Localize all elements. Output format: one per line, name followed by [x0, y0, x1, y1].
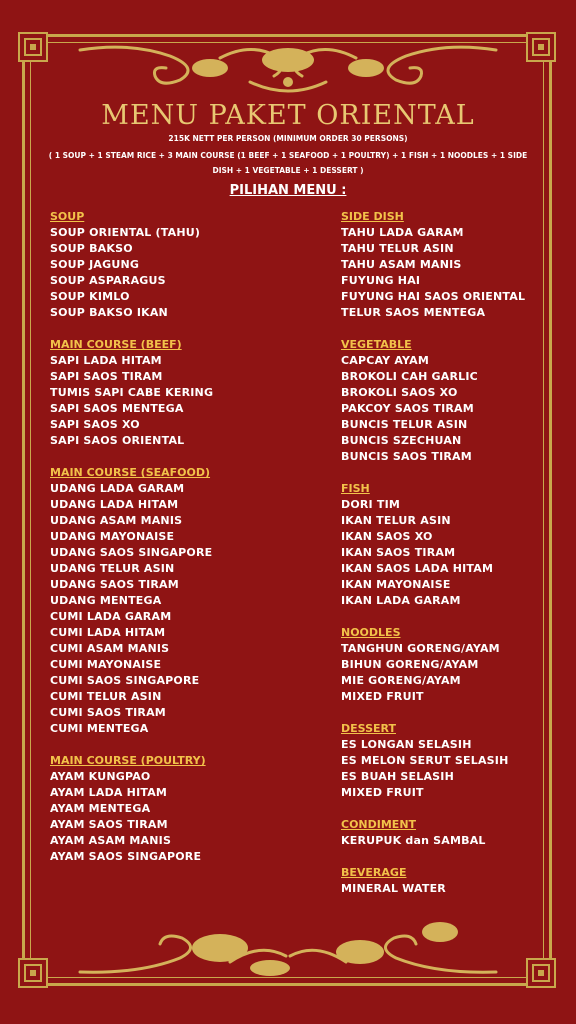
menu-item: SOUP ORIENTAL (TAHU)	[50, 226, 201, 239]
menu-item: UDANG LADA HITAM	[50, 498, 179, 511]
menu-section-vegetable	[341, 337, 551, 465]
menu-item: SOUP BAKSO	[50, 242, 133, 255]
menu-item: IKAN SAOS LADA HITAM	[341, 562, 494, 575]
menu-item: SAPI SAOS TIRAM	[50, 370, 163, 383]
section-title: NOODLES	[341, 626, 401, 639]
left-menu-column	[50, 209, 320, 881]
menu-section-seafood	[50, 465, 320, 737]
menu-item: SAPI SAOS XO	[50, 418, 140, 431]
price-note: 215K NETT PER PERSON (MINIMUM ORDER 30 PERSONS)	[168, 134, 408, 143]
menu-section-dessert	[341, 721, 551, 801]
menu-section-soup	[50, 209, 320, 321]
section-title: DESSERT	[341, 722, 396, 735]
menu-item: IKAN SAOS TIRAM	[341, 546, 456, 559]
menu-item: UDANG SAOS SINGAPORE	[50, 546, 213, 559]
menu-item: TELUR SAOS MENTEGA	[341, 306, 486, 319]
menu-section-condiment	[341, 817, 551, 849]
package-description: ( 1 SOUP + 1 STEAM RICE + 3 MAIN COURSE (1 BEEF + 1 SEAFOOD + 1 POULTRY) + 1 FISH + 1 NOODLES + 1 SIDE DISH + 1 VEGETABLE + 1 DESSERT )	[48, 151, 528, 175]
section-title: VEGETABLE	[341, 338, 412, 351]
menu-item: TUMIS SAPI CABE KERING	[50, 386, 214, 399]
menu-item: SOUP ASPARAGUS	[50, 274, 166, 287]
section-title: MAIN COURSE (SEAFOOD)	[50, 466, 211, 479]
corner-ornament-bottom-left	[18, 958, 48, 988]
menu-item: FUYUNG HAI	[341, 274, 421, 287]
menu-item: ES MELON SERUT SELASIH	[341, 754, 509, 767]
menu-item: ES LONGAN SELASIH	[341, 738, 472, 751]
menu-item: BUNCIS TELUR ASIN	[341, 418, 468, 431]
right-menu-column	[341, 209, 551, 913]
section-title: MAIN COURSE (BEEF)	[50, 338, 182, 351]
menu-section-side-dish	[341, 209, 551, 321]
menu-item: BROKOLI SAOS XO	[341, 386, 458, 399]
menu-item: SAPI LADA HITAM	[50, 354, 162, 367]
corner-ornament-bottom-right	[526, 958, 556, 988]
menu-item: MIXED FRUIT	[341, 690, 424, 703]
menu-item: PAKCOY SAOS TIRAM	[341, 402, 474, 415]
menu-item: AYAM ASAM MANIS	[50, 834, 172, 847]
menu-choices-heading: PILIHAN MENU :	[229, 183, 347, 198]
menu-item: TAHU TELUR ASIN	[341, 242, 454, 255]
menu-item: SOUP JAGUNG	[50, 258, 140, 271]
menu-item: CUMI MAYONAISE	[50, 658, 162, 671]
menu-section-poultry	[50, 753, 320, 865]
menu-item: MIXED FRUIT	[341, 786, 424, 799]
menu-title: MENU PAKET ORIENTAL	[101, 100, 475, 131]
menu-item: UDANG LADA GARAM	[50, 482, 185, 495]
menu-section-beverage	[341, 865, 551, 897]
menu-item: CUMI SAOS TIRAM	[50, 706, 166, 719]
menu-item: CUMI SAOS SINGAPORE	[50, 674, 200, 687]
corner-ornament-top-right	[526, 32, 556, 62]
menu-item: BUNCIS SZECHUAN	[341, 434, 462, 447]
section-title: CONDIMENT	[341, 818, 417, 831]
menu-item: CUMI TELUR ASIN	[50, 690, 162, 703]
menu-item: IKAN MAYONAISE	[341, 578, 451, 591]
menu-item: SOUP KIMLO	[50, 290, 130, 303]
menu-item: CAPCAY AYAM	[341, 354, 430, 367]
menu-item: FUYUNG HAI SAOS ORIENTAL	[341, 290, 526, 303]
menu-item: CUMI ASAM MANIS	[50, 642, 170, 655]
menu-item: IKAN SAOS XO	[341, 530, 433, 543]
menu-item: BIHUN GORENG/AYAM	[341, 658, 479, 671]
menu-item: SAPI SAOS ORIENTAL	[50, 434, 185, 447]
corner-ornament-top-left	[18, 32, 48, 62]
menu-item: BROKOLI CAH GARLIC	[341, 370, 478, 383]
menu-item: TANGHUN GORENG/AYAM	[341, 642, 500, 655]
section-title: FISH	[341, 482, 370, 495]
menu-item: TAHU ASAM MANIS	[341, 258, 462, 271]
menu-item: UDANG SAOS TIRAM	[50, 578, 179, 591]
menu-item: SOUP BAKSO IKAN	[50, 306, 168, 319]
menu-item: BUNCIS SAOS TIRAM	[341, 450, 472, 463]
menu-item: UDANG MENTEGA	[50, 594, 162, 607]
menu-item: AYAM SAOS TIRAM	[50, 818, 168, 831]
menu-item: AYAM KUNGPAO	[50, 770, 151, 783]
menu-item: IKAN TELUR ASIN	[341, 514, 451, 527]
menu-section-beef	[50, 337, 320, 449]
menu-item: DORI TIM	[341, 498, 401, 511]
cloud-ornament-bottom	[60, 912, 516, 982]
menu-item: IKAN LADA GARAM	[341, 594, 461, 607]
menu-item: AYAM LADA HITAM	[50, 786, 168, 799]
menu-section-fish	[341, 481, 551, 609]
menu-item: AYAM SAOS SINGAPORE	[50, 850, 202, 863]
menu-item: CUMI MENTEGA	[50, 722, 149, 735]
menu-item: CUMI LADA HITAM	[50, 626, 166, 639]
menu-item: UDANG MAYONAISE	[50, 530, 175, 543]
menu-item: CUMI LADA GARAM	[50, 610, 172, 623]
menu-section-noodles	[341, 625, 551, 705]
section-title: BEVERAGE	[341, 866, 407, 879]
menu-item: AYAM MENTEGA	[50, 802, 151, 815]
menu-item: ES BUAH SELASIH	[341, 770, 454, 783]
menu-item: MIE GORENG/AYAM	[341, 674, 461, 687]
cloud-ornament-top	[60, 38, 516, 108]
section-title: MAIN COURSE (POULTRY)	[50, 754, 206, 767]
menu-item: MINERAL WATER	[341, 882, 446, 895]
section-title: SOUP	[50, 210, 85, 223]
section-title: SIDE DISH	[341, 210, 404, 223]
menu-item: UDANG ASAM MANIS	[50, 514, 183, 527]
menu-item: SAPI SAOS MENTEGA	[50, 402, 184, 415]
menu-item: TAHU LADA GARAM	[341, 226, 464, 239]
menu-item: UDANG TELUR ASIN	[50, 562, 175, 575]
menu-item: KERUPUK dan SAMBAL	[341, 834, 486, 847]
